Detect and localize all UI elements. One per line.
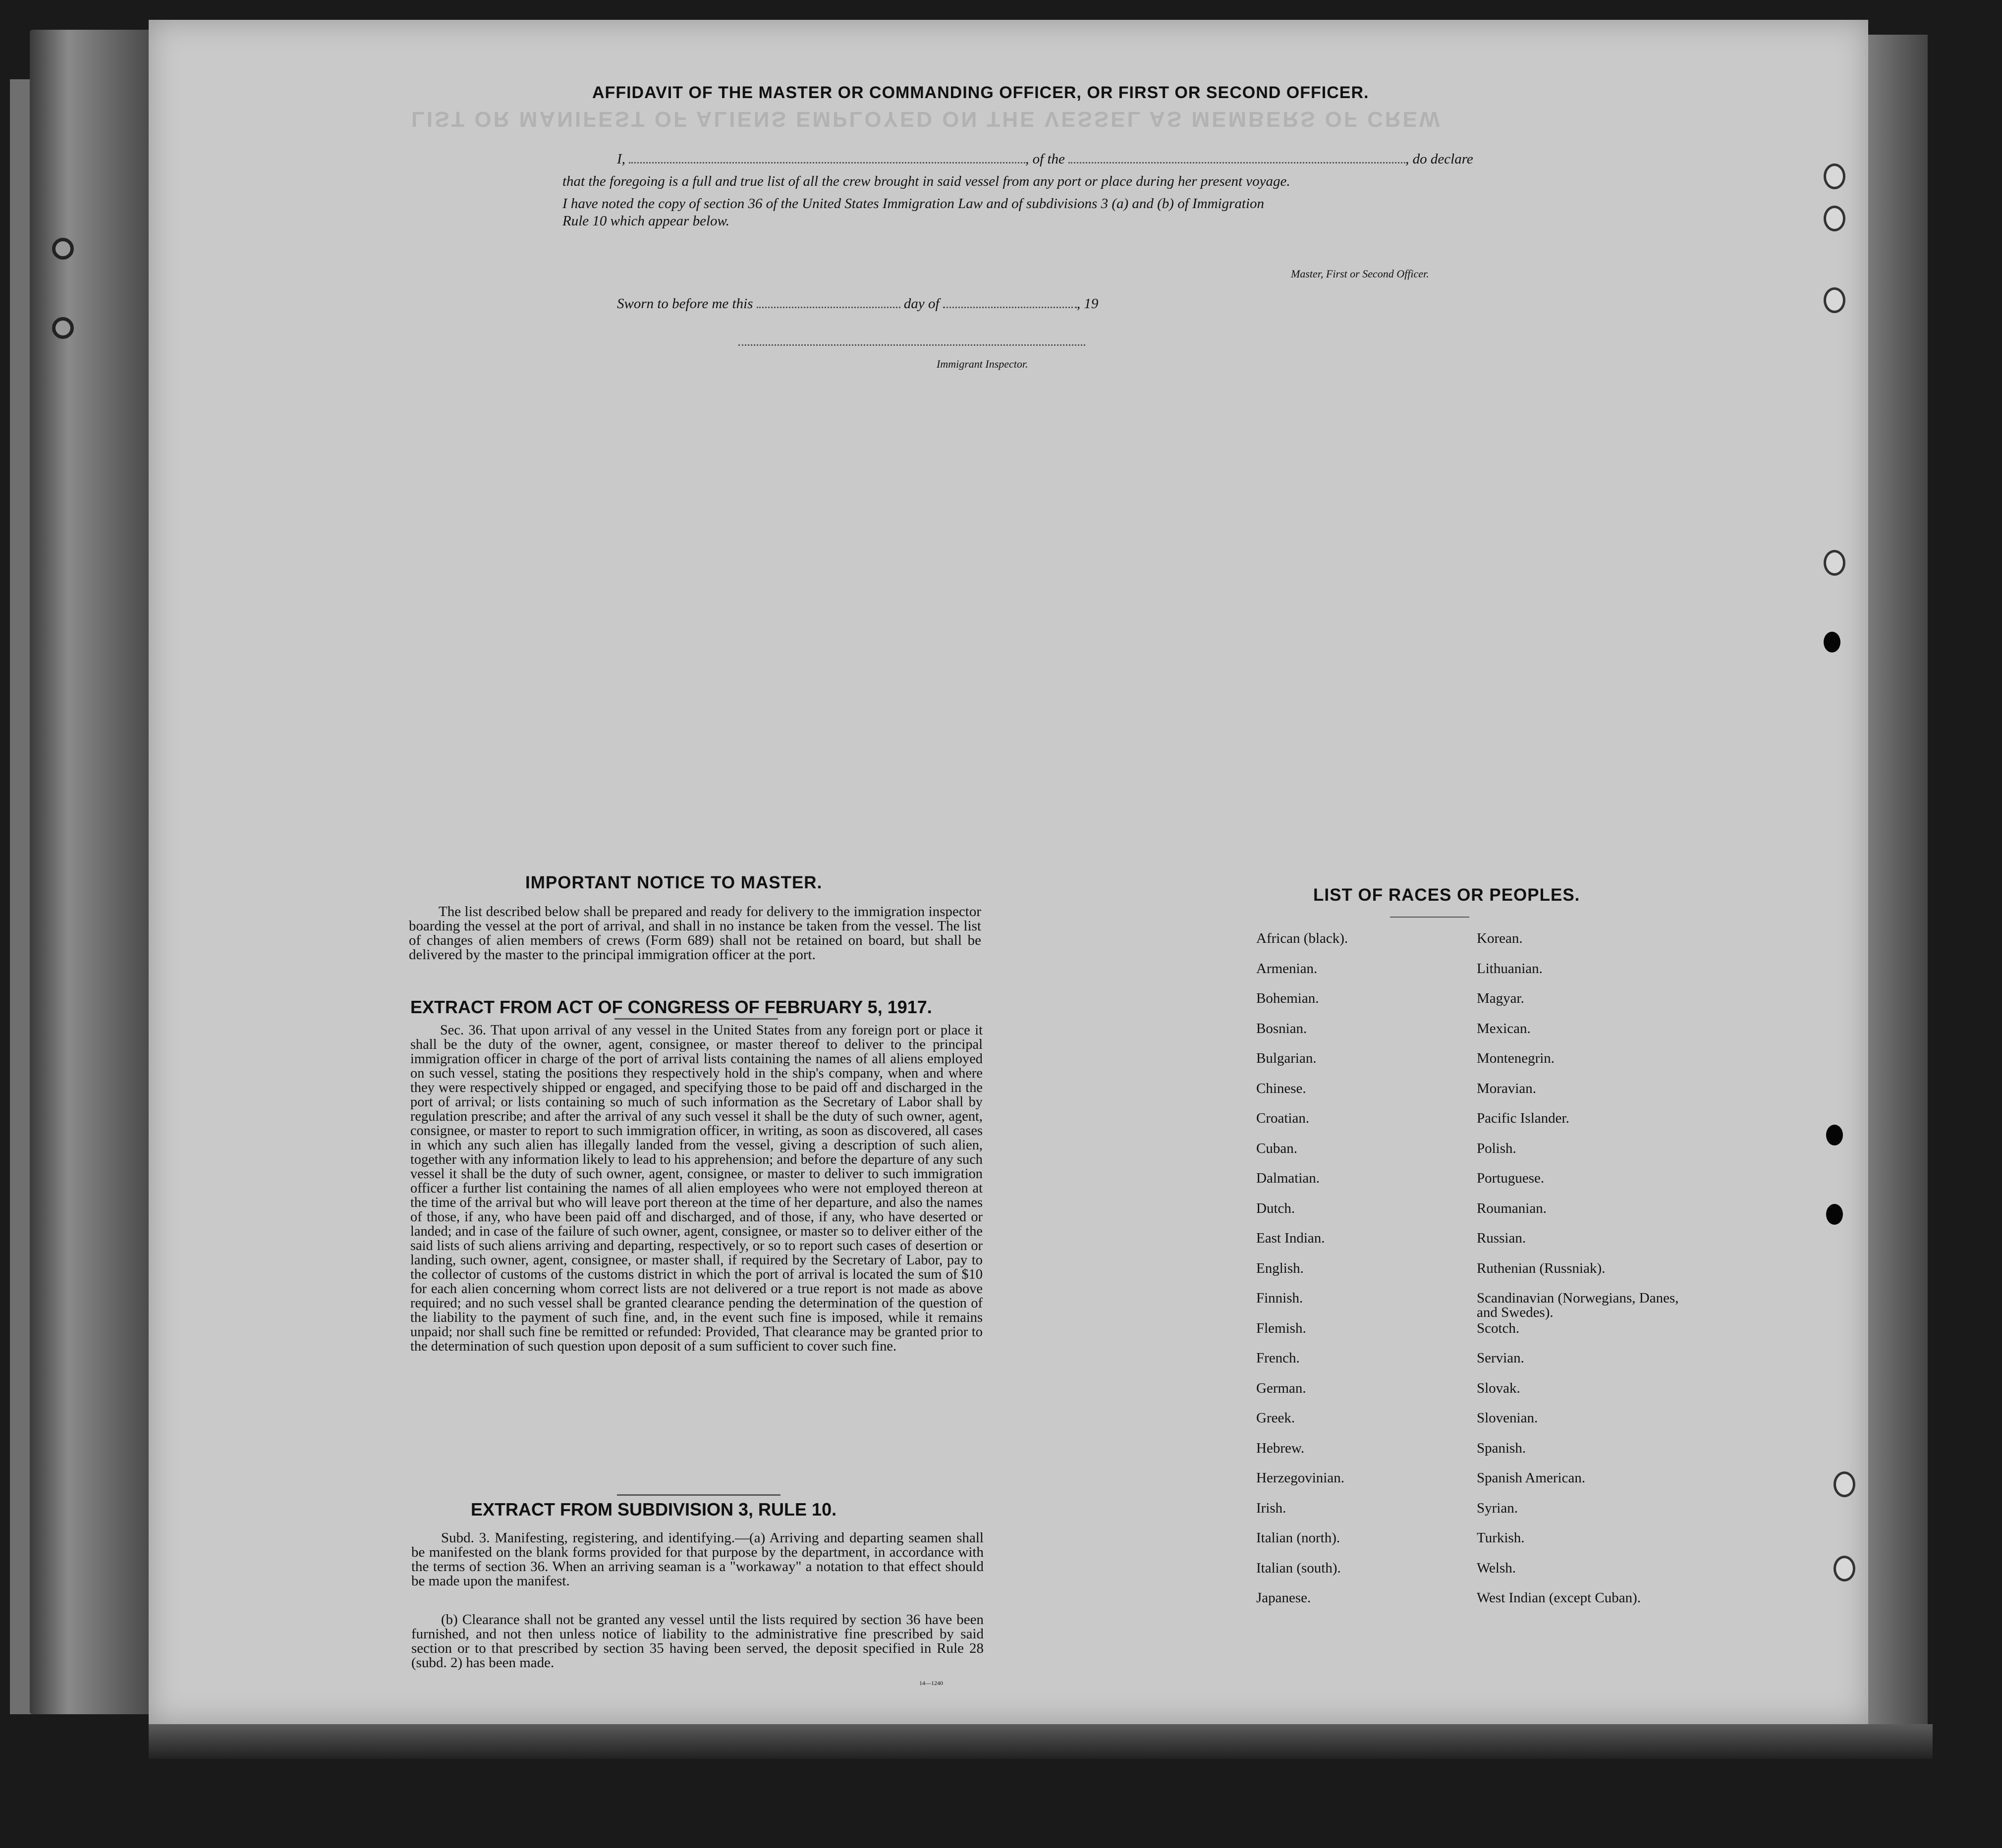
race-item: Polish. bbox=[1477, 1140, 1516, 1156]
race-item: Korean. bbox=[1477, 930, 1523, 946]
race-item: Syrian. bbox=[1477, 1500, 1518, 1516]
race-item: Roumanian. bbox=[1477, 1200, 1547, 1216]
binder-spine bbox=[30, 30, 159, 1714]
act-title: EXTRACT FROM ACT OF CONGRESS OF FEBRUARY 5, 1917. bbox=[410, 997, 932, 1017]
affidavit-line-2: that the foregoing is a full and true list of all the crew brought in said vessel from any port or place during her present voyage. bbox=[562, 173, 1290, 189]
punch-hole bbox=[1826, 1204, 1843, 1225]
race-item: Hebrew. bbox=[1256, 1440, 1305, 1456]
race-item: Chinese. bbox=[1256, 1080, 1306, 1096]
race-item: Italian (south). bbox=[1256, 1560, 1341, 1576]
race-item: Spanish. bbox=[1477, 1440, 1526, 1456]
race-item: Pacific Islander. bbox=[1477, 1110, 1569, 1126]
binder-ring-2 bbox=[52, 317, 74, 339]
race-item: Scotch. bbox=[1477, 1320, 1520, 1336]
race-item: Mexican. bbox=[1477, 1020, 1531, 1036]
race-item: West Indian (except Cuban). bbox=[1477, 1590, 1641, 1606]
races-left-column bbox=[1256, 931, 1348, 1621]
race-item: Greek. bbox=[1256, 1410, 1295, 1426]
races-right-column bbox=[1477, 931, 1685, 1621]
races-title: LIST OF RACES OR PEOPLES. bbox=[1313, 885, 1580, 905]
race-item: Finnish. bbox=[1256, 1290, 1303, 1306]
page-right-edge bbox=[1868, 35, 1928, 1729]
race-item: Montenegrin. bbox=[1477, 1050, 1555, 1066]
race-item: Flemish. bbox=[1256, 1320, 1306, 1336]
race-item: Slovenian. bbox=[1477, 1410, 1538, 1426]
race-item: African (black). bbox=[1256, 930, 1348, 946]
affidavit-title: AFFIDAVIT OF THE MASTER OR COMMANDING OFFICER, OR FIRST OR SECOND OFFICER. bbox=[592, 83, 1369, 102]
divider bbox=[617, 1494, 780, 1496]
race-item: Herzegovinian. bbox=[1256, 1470, 1344, 1486]
do-declare-label: , do declare bbox=[1405, 151, 1473, 167]
race-item: Scandinavian (Norwegians, Danes, and Swedes). bbox=[1477, 1290, 1679, 1320]
race-item: Cuban. bbox=[1256, 1140, 1297, 1156]
race-item: Dutch. bbox=[1256, 1200, 1295, 1216]
race-item: Servian. bbox=[1477, 1350, 1524, 1366]
punch-hole bbox=[1826, 1125, 1843, 1145]
race-item: German. bbox=[1256, 1380, 1306, 1396]
race-item: Slovak. bbox=[1477, 1380, 1520, 1396]
sworn-label: Sworn to before me this bbox=[617, 296, 753, 312]
of-the-label: , of the bbox=[1025, 151, 1065, 167]
race-item: Moravian. bbox=[1477, 1080, 1536, 1096]
race-item: Lithuanian. bbox=[1477, 960, 1543, 977]
sworn-day-blank bbox=[757, 307, 900, 308]
punch-hole bbox=[1824, 206, 1845, 231]
page-bottom-edge bbox=[149, 1724, 1933, 1759]
inspector-signature-line bbox=[738, 344, 1085, 346]
sworn-month-blank bbox=[943, 307, 1077, 308]
punch-hole bbox=[1834, 1556, 1855, 1581]
race-item: Bulgarian. bbox=[1256, 1050, 1317, 1066]
race-item: Bohemian. bbox=[1256, 990, 1319, 1006]
notice-title: IMPORTANT NOTICE TO MASTER. bbox=[525, 873, 823, 892]
year-prefix: , 19 bbox=[1076, 296, 1099, 312]
binder-ring-1 bbox=[52, 238, 74, 260]
punch-hole bbox=[1834, 1471, 1855, 1497]
affidavit-line-3: I have noted the copy of section 36 of the United States Immigration Law and of subdivisions 3 (a) and (b) of Immigration bbox=[562, 196, 1265, 212]
form-code: 14—1240 bbox=[919, 1680, 943, 1686]
name-blank bbox=[629, 162, 1025, 163]
affidavit-line-1 bbox=[617, 151, 1473, 167]
race-item: Dalmatian. bbox=[1256, 1170, 1320, 1186]
bleed-through-header: LIST OR MANIFEST OF ALIENS EMPLOYED ON THE VESSEL AS MEMBERS OF CREW bbox=[411, 107, 1442, 131]
race-item: Spanish American. bbox=[1477, 1470, 1586, 1486]
race-item: Portuguese. bbox=[1477, 1170, 1545, 1186]
punch-hole bbox=[1824, 287, 1845, 313]
race-item: Turkish. bbox=[1477, 1530, 1525, 1546]
race-item: Italian (north). bbox=[1256, 1530, 1340, 1546]
race-item: Welsh. bbox=[1477, 1560, 1516, 1576]
race-item: East Indian. bbox=[1256, 1230, 1325, 1246]
divider bbox=[1390, 917, 1469, 918]
punch-hole bbox=[1824, 550, 1845, 576]
punch-hole bbox=[1824, 163, 1845, 189]
rule-text-b: (b) Clearance shall not be granted any vessel until the lists required by section 36 have been furnished, and not then unless notice of liability to the administrative fine prescribed by said section or to that prescribed by section 35 having been served, the deposit specified in Rule 28 (subd. 2) has been made. bbox=[411, 1612, 984, 1671]
race-item: Ruthenian (Russniak). bbox=[1477, 1260, 1606, 1276]
notice-text: The list described below shall be prepared and ready for delivery to the immigration inspector boarding the vessel at the port of arrival, and shall in no instance be taken from the vessel. The list of changes of alien members of crews (Form 689) shall not be retained on board, but shall be delivered by the master to the principal immigration officer at the port. bbox=[409, 904, 981, 963]
rule-title: EXTRACT FROM SUBDIVISION 3, RULE 10. bbox=[471, 1499, 837, 1520]
affidavit-line-4: Rule 10 which appear below. bbox=[562, 213, 729, 229]
race-item: Russian. bbox=[1477, 1230, 1526, 1246]
race-item: Japanese. bbox=[1256, 1590, 1311, 1606]
race-item: Croatian. bbox=[1256, 1110, 1310, 1126]
vessel-blank bbox=[1068, 162, 1405, 163]
race-item: Bosnian. bbox=[1256, 1020, 1307, 1036]
race-item: Magyar. bbox=[1477, 990, 1524, 1006]
divider bbox=[614, 1018, 778, 1020]
act-text: Sec. 36. That upon arrival of any vessel in the United States from any foreign port or place it shall be the duty of the owner, agent, consignee, or master thereof to deliver to the principal immigration officer in charge of the port of arrival lists containing the names of all aliens employed on such vessel, stating the positions they respectively hold in the ship's company, when and where they were respectively shipped or engaged, and specifying those to be paid off and discharged in the port of arrival; or lists containing so much of such information as the Secretary of Labor shall by regulation prescribe; and after the arrival of any such vessel it shall be the duty of such owner, agent, consignee, or master to report to such immigration officer, in writing, as soon as discovered, all cases in which any such alien has illegally landed from the vessel, giving a description of such alien, together with any information likely to lead to his apprehension; and before the departure of any such vessel it shall be the duty of such owner, agent, consignee, or master to deliver to such immigration officer a further list containing the names of all alien employees who were not employed thereon at the time of the arrival but who will leave port thereon at the time of her departure, and also the names of those, if any, who have been paid off and discharged, and of those, if any, who have deserted or landed; and in case of the failure of such owner, agent, consignee, or master so to deliver either of the said lists of such aliens arriving and departing, respectively, or so to report such cases of desertion or landing, such owner, agent, consignee, or master shall, if required by the Secretary of Labor, pay to the collector of customs of the customs district in which the port of arrival is located the sum of $10 for each alien concerning whom correct lists are not delivered or a true report is not made as above required; and no such vessel shall be granted clearance pending the determination of the question of the liability to the payment of such fine, and, in the event such fine is imposed, while it remains unpaid; nor shall such fine be remitted or refunded: Provided, That clearance may be granted prior to the determination of such question upon deposit of a sum sufficient to cover such fine. bbox=[410, 1023, 983, 1354]
day-of-label: day of bbox=[903, 296, 940, 312]
master-signature-caption: Master, First or Second Officer. bbox=[1291, 268, 1429, 280]
sworn-line bbox=[617, 296, 1098, 312]
affidavit-i-label: I, bbox=[617, 151, 625, 167]
race-item: Irish. bbox=[1256, 1500, 1286, 1516]
race-item: Armenian. bbox=[1256, 960, 1318, 977]
rule-text-a: Subd. 3. Manifesting, registering, and identifying.—(a) Arriving and departing seamen shall be manifested on the blank forms provided for that purpose by the department, in accordance with the terms of section 36. When an arriving seaman is a "workaway" a notation to that effect should be made upon the manifest. bbox=[411, 1530, 984, 1589]
race-item: French. bbox=[1256, 1350, 1300, 1366]
inspector-caption: Immigrant Inspector. bbox=[937, 358, 1028, 370]
punch-hole bbox=[1824, 632, 1840, 652]
race-item: English. bbox=[1256, 1260, 1304, 1276]
